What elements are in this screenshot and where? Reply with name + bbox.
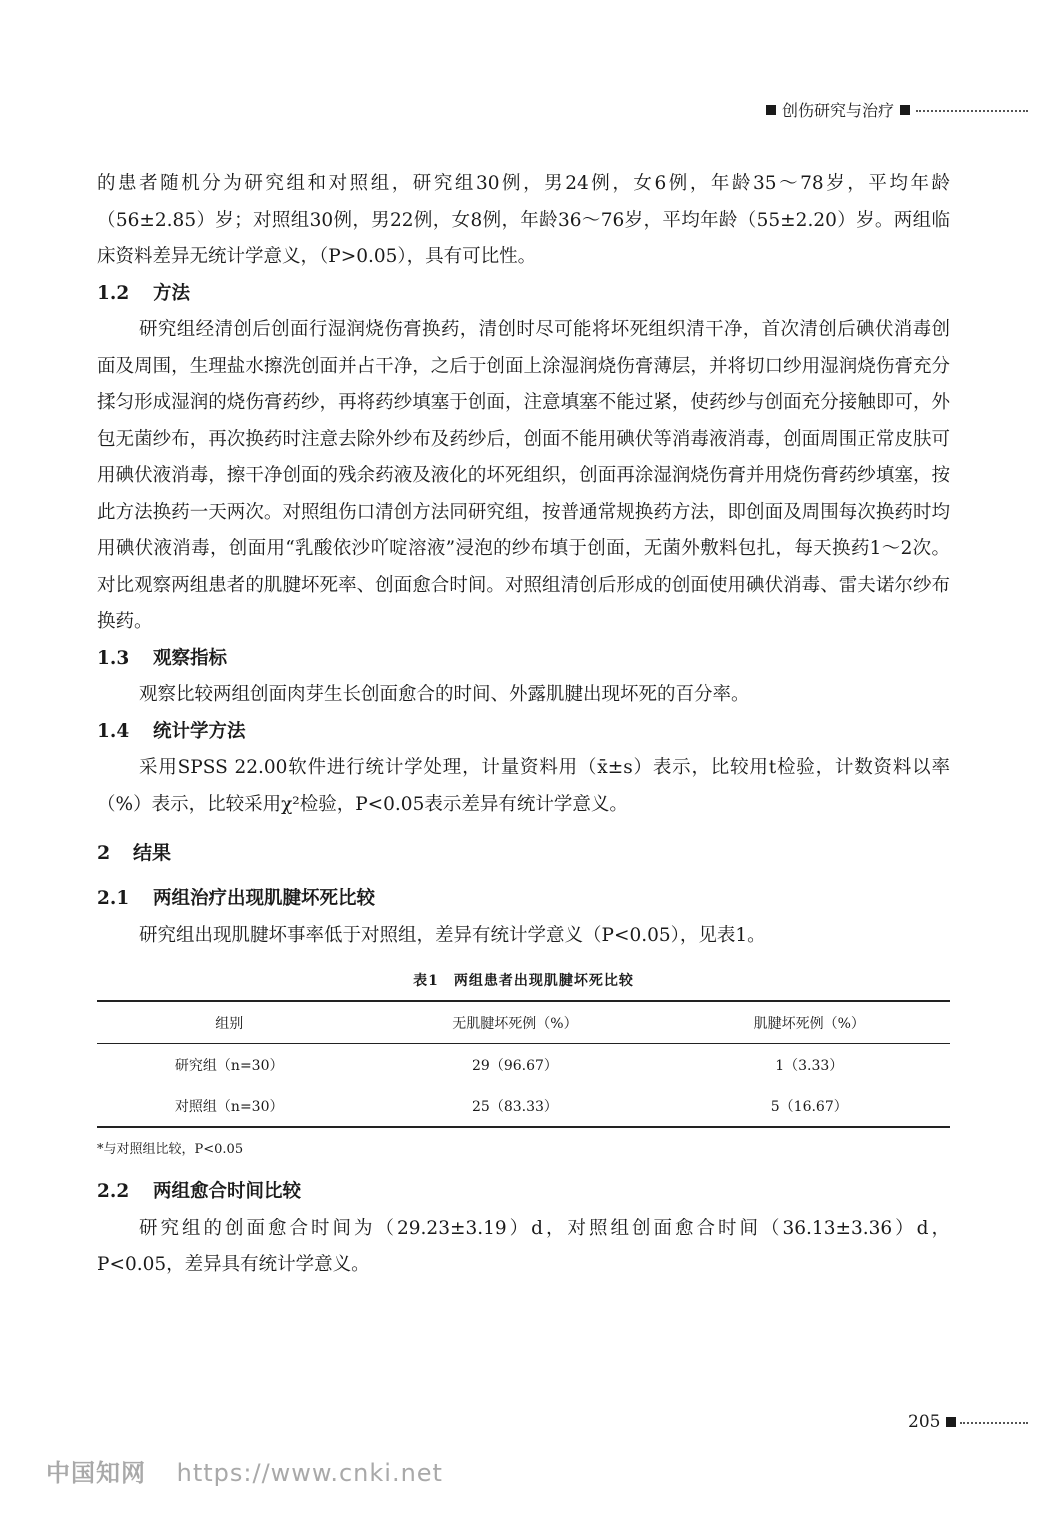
heading-number: 2.2: [97, 1181, 130, 1202]
table-footnote: *与对照组比较，P<0.05: [97, 1142, 244, 1157]
heading-2-2: [97, 1174, 950, 1211]
table-cell: 5（16.67）: [770, 1098, 848, 1115]
heading-number: 2: [97, 842, 111, 864]
table-caption: 表1 两组患者出现肌腱坏死比较: [413, 973, 634, 989]
page-number: 205: [908, 1412, 941, 1432]
heading-number: 1.3: [97, 647, 130, 669]
heading-2-1: [97, 881, 950, 918]
heading-title: 两组愈合时间比较: [153, 1181, 302, 1202]
square-bullet-icon: [766, 105, 776, 115]
table-row: [97, 1044, 950, 1086]
table-row: [97, 1085, 950, 1127]
cnki-watermark: [46, 1453, 443, 1488]
paragraph-methods: 研究组经清创后创面行湿润烧伤膏换药，清创时尽可能将坏死组织清干净，首次清创后碘伏消毒创面及周围，生理盐水擦洗创面并占干净，之后于创面上涂湿润烧伤膏薄层，并将切口纱用湿润烧伤膏充分揉匀形成湿润的烧伤膏药纱，再将药纱填塞于创面，注意填塞不能过紧，使药纱与创面充分接触即可，外包无菌纱布，再次换药时注意去除外纱布及药纱后，创面不能用碘伏等消毒液消毒，创面周围正常皮肤可用碘伏液消毒，擦干净创面的残余药液及液化的坏死组织，创面再涂湿润烧伤膏并用烧伤膏药纱填塞，按此方法换药一天两次。对照组伤口清创方法同研究组，按普通常规换药方法，即创面及周围每次换药时均用碘伏液消毒，创面用“乳酸依沙吖啶溶液”浸泡的纱布填于创面，无菌外敷料包扎，每天换药1～2次。对比观察两组患者的肌腱坏死率、创面愈合时间。对照组清创后形成的创面使用碘伏消毒、雷夫诺尔纱布换药。: [97, 319, 950, 632]
table-header-row: [97, 1001, 950, 1044]
heading-number: 1.4: [97, 720, 130, 742]
heading-title: 两组治疗出现肌腱坏死比较: [153, 888, 376, 909]
table-cell: 1（3.33）: [775, 1057, 844, 1074]
article-body: [97, 166, 950, 1284]
heading-number: 2.1: [97, 888, 130, 909]
dotted-rule: [960, 1422, 1028, 1424]
heading-title: 观察指标: [153, 647, 228, 669]
column-header-group: 组别: [215, 1015, 244, 1032]
paragraph-observation: 观察比较两组创面肉芽生长创面愈合的时间、外露肌腱出现坏死的百分率。: [139, 684, 750, 705]
table-cell: 29（96.67）: [472, 1057, 558, 1074]
heading-1-4: [97, 714, 950, 751]
square-bullet-icon: [900, 105, 910, 115]
table-cell: 对照组（n=30）: [174, 1098, 284, 1115]
results-table: [97, 1000, 950, 1128]
column-header-no-necrosis: 无肌腱坏死例（%）: [452, 1015, 578, 1032]
table-cell: 25（83.33）: [472, 1098, 558, 1115]
paragraph-intro: 的患者随机分为研究组和对照组，研究组30例，男24例，女6例，年龄35～78岁，平均年龄（56±2.85）岁；对照组30例，男22例，女8例，年龄36～76岁，平均年龄（55±2.20）岁。两组临床资料差异无统计学意义，（P>0.05），具有可比性。: [97, 173, 950, 267]
heading-title: 方法: [153, 282, 191, 304]
paragraph-statistics: 采用SPSS 22.00软件进行统计学处理，计量资料用（x̄±s）表示，比较用t检验，计数资料以率（%）表示，比较采用χ²检验，P<0.05表示差异有统计学意义。: [97, 757, 950, 815]
square-bullet-icon: [946, 1417, 956, 1427]
journal-section: 创伤研究与治疗: [782, 101, 895, 120]
paragraph-result-2-2: 研究组的创面愈合时间为（29.23±3.19）d，对照组创面愈合时间（36.13±3.36）d，P<0.05，差异具有统计学意义。: [97, 1217, 950, 1275]
column-header-necrosis: 肌腱坏死例（%）: [753, 1015, 865, 1032]
watermark-url: https://www.cnki.net: [176, 1459, 443, 1487]
paragraph-result-2-1: 研究组出现肌腱坏事率低于对照组，差异有统计学意义（P<0.05），见表1。: [139, 924, 766, 946]
running-header: [760, 98, 1028, 121]
heading-title: 结果: [133, 842, 172, 864]
page-footer: [908, 1412, 1028, 1432]
heading-title: 统计学方法: [153, 720, 246, 742]
dotted-rule: [916, 110, 1028, 112]
heading-2: [97, 833, 950, 873]
heading-1-3: [97, 641, 950, 678]
watermark-logo: 中国知网: [46, 1459, 146, 1487]
heading-number: 1.2: [97, 282, 130, 304]
heading-1-2: [97, 276, 950, 313]
table-cell: 研究组（n=30）: [174, 1057, 284, 1074]
